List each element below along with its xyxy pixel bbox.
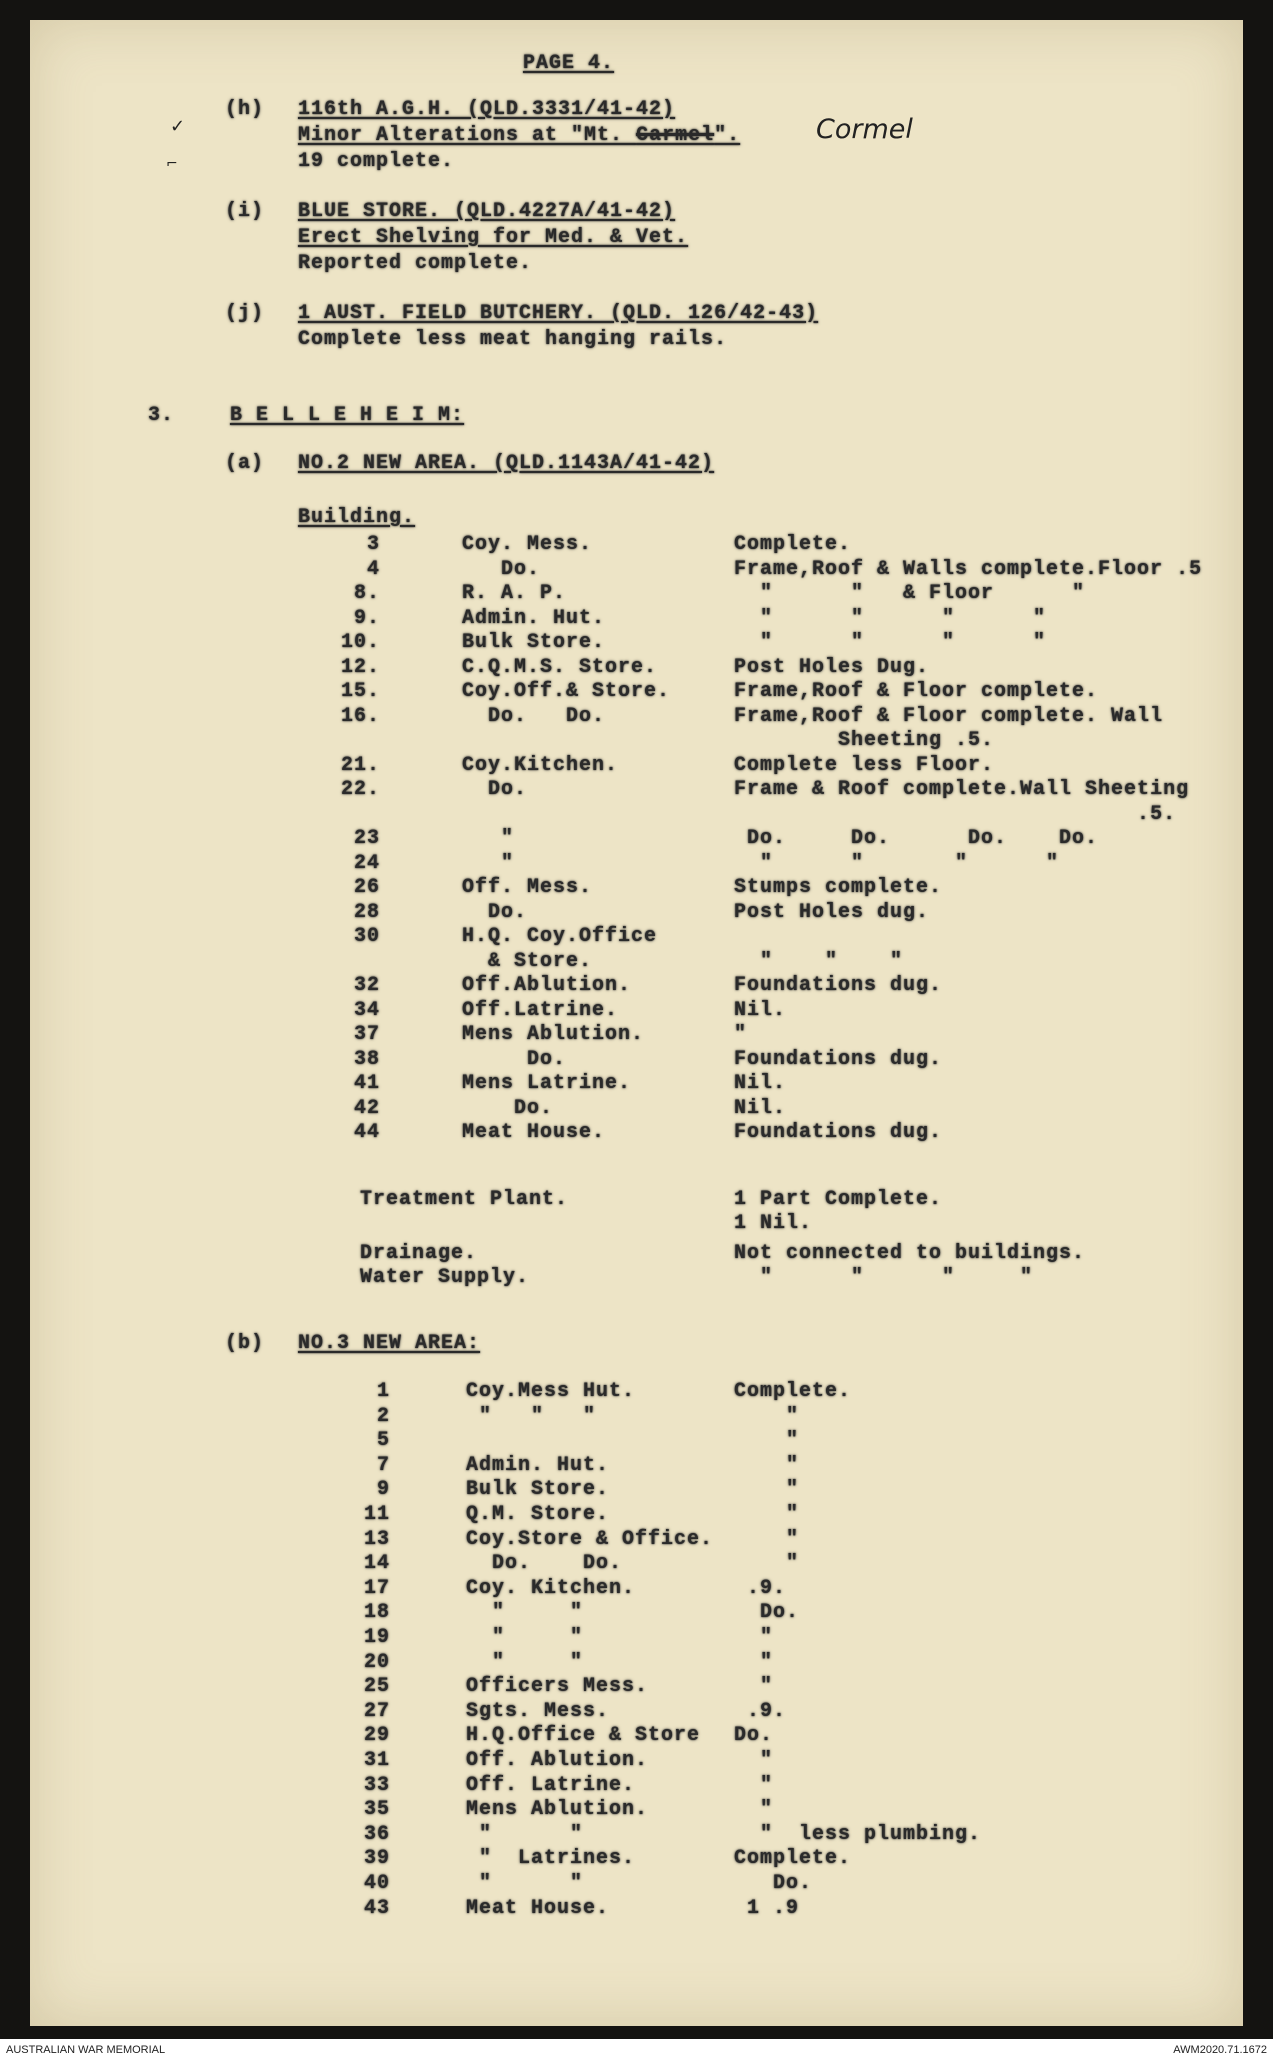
status-text: Not connected to buildings. [734,1242,1086,1265]
row-number: 8. [353,582,380,605]
building-name: Coy. Kitchen. [466,1576,636,1600]
status-text: .5. [734,802,1177,826]
row-number: 9 [376,1478,390,1502]
building-name: Do. [462,1047,567,1071]
row-number: 4 [366,557,380,581]
building-name: " " [466,1626,584,1649]
status-text: Foundations dug. [734,1047,943,1071]
status-text: Complete less Floor. [734,753,995,777]
building-name: " Latrines. [466,1847,636,1871]
status-text: Do. [734,1872,813,1895]
row-number: 28 [353,900,380,924]
building-name: " " " [466,1404,597,1428]
document-page [30,20,1243,2026]
item-i-tag: (i) [225,200,265,223]
building-name: C.Q.M.S. Store. [462,655,658,679]
building-name: Do. [462,557,541,581]
row-number: 20 [363,1650,390,1674]
row-number: 36 [363,1822,390,1846]
item-i-line2: Erect Shelving for Med. & Vet. [298,226,689,249]
archive-footer [0,2039,1273,2061]
status-text: Post Holes dug. [734,900,930,924]
footer-right: AWM2020.71.1672 [1173,2044,1267,2056]
item-h-line2: Minor Alterations at "Mt. Carmel". [298,124,741,147]
row-number: 3 [366,533,380,556]
row-number: 21. [340,753,380,777]
row-number: 42 [353,1096,380,1120]
margin-tick-mark: ⌐ [166,156,178,172]
struck-word: Carmel [636,124,715,147]
status-text: " [734,1650,774,1674]
row-number: 39 [363,1847,390,1871]
row-number: 19 [363,1626,390,1649]
status-text: " [734,1023,748,1046]
status-text: " " " " [734,1266,1034,1289]
status-text: .9. [734,1576,787,1600]
building-name: Do. [462,1096,554,1120]
footer-left: AUSTRALIAN WAR MEMORIAL [6,2044,166,2056]
building-name: Admin. Hut. [462,606,606,630]
row-number: 33 [363,1773,390,1797]
row-number: 27 [363,1699,390,1723]
building-name: Bulk Store. [466,1478,610,1502]
status-text: " less plumbing. [734,1822,982,1846]
building-name: Sgts. Mess. [466,1699,610,1723]
sub-a-tag: (a) [225,452,265,475]
building-name: Do. Do. [466,1552,623,1576]
handwritten-annotation: Cormel [816,114,913,145]
service-name: Water Supply. [360,1266,530,1289]
building-name: Off. Mess. [462,876,593,899]
status-text: " [734,1552,800,1576]
status-text: " " & Floor " [734,582,1086,605]
item-i-title: BLUE STORE. (QLD.4227A/41-42) [298,200,676,223]
section-title: B E L L E H E I M: [230,404,465,427]
status-text: 1 Nil. [734,1212,813,1235]
row-number: 12. [340,655,380,679]
status-text: 1 .9 [734,1896,800,1920]
building-name: Off.Ablution. [462,974,632,997]
row-number: 16. [340,704,380,728]
row-number: 44 [353,1121,380,1144]
status-text: Complete. [734,533,852,556]
row-number: 30 [353,925,380,948]
row-number: 22. [340,778,380,801]
status-text: Frame,Roof & Floor complete. [734,680,1099,703]
building-name: Admin. Hut. [466,1453,610,1477]
status-text: Foundations dug. [734,1121,943,1144]
status-text: Stumps complete. [734,876,943,899]
building-name: Do. Do. [462,704,606,728]
building-name: " " [466,1601,584,1625]
status-text: " [734,1749,774,1772]
margin-tick-mark: ✓ [170,116,186,137]
item-j-title: 1 AUST. FIELD BUTCHERY. (QLD. 126/42-43) [298,302,819,325]
status-text: .9. [734,1699,787,1723]
row-number: 10. [340,631,380,654]
sub-b-tag: (b) [225,1332,265,1355]
status-text: 1 Part Complete. [734,1188,943,1211]
status-text: Frame & Roof complete.Wall Sheeting [734,778,1190,801]
building-name: Mens Latrine. [462,1072,632,1095]
row-number: 11 [363,1503,390,1526]
row-number: 7 [376,1453,390,1477]
building-name: Do. [462,778,528,801]
status-text: " [734,1798,774,1822]
status-text: Nil. [734,1072,787,1095]
row-number: 29 [363,1724,390,1748]
row-number: 37 [353,1023,380,1046]
building-name: H.Q.Office & Store [466,1724,701,1748]
building-name: Off.Latrine. [462,998,619,1022]
item-h-title: 116th A.G.H. (QLD.3331/41-42) [298,98,676,121]
status-text: " " " " [734,851,1060,875]
row-number: 41 [353,1072,380,1095]
row-number: 34 [353,998,380,1022]
building-name: Mens Ablution. [462,1023,645,1046]
row-number: 9. [353,606,380,630]
item-i-line3: Reported complete. [298,252,533,275]
sub-a-title: NO.2 NEW AREA. (QLD.1143A/41-42) [298,452,715,475]
status-text: " [734,1527,800,1551]
building-name: Meat House. [466,1896,610,1920]
status-text: " " " [734,949,904,973]
building-name: Bulk Store. [462,631,606,654]
item-h-tag: (h) [225,98,265,121]
status-text: Complete. [734,1847,852,1871]
row-number: 14 [363,1552,390,1576]
building-name: Coy.Store & Office. [466,1527,714,1551]
building-name: Off. Latrine. [466,1773,636,1797]
status-text: Nil. [734,1096,787,1120]
building-name: Officers Mess. [466,1675,649,1699]
item-j-line2: Complete less meat hanging rails. [298,328,728,351]
status-text: Do. Do. Do. Do. [734,827,1099,850]
row-number: 38 [353,1047,380,1071]
status-text: " " " " [734,631,1047,654]
building-name: Coy.Off.& Store. [462,680,671,703]
status-text: " [734,1429,800,1453]
row-number: 26 [353,876,380,899]
building-name: R. A. P. [462,582,567,605]
status-text: Sheeting .5. [734,729,995,752]
status-text: " [734,1478,800,1502]
status-text: " [734,1453,800,1477]
row-number: 43 [363,1896,390,1920]
row-number: 31 [363,1749,390,1772]
row-number: 23 [353,827,380,850]
row-number: 25 [363,1675,390,1699]
row-number: 35 [363,1798,390,1822]
item-j-tag: (j) [225,302,265,325]
building-name: Off. Ablution. [466,1749,649,1772]
row-number: 1 [376,1380,390,1403]
building-name: " " [466,1872,584,1895]
status-text: " [734,1404,800,1428]
building-name: " " [466,1822,584,1846]
status-text: Nil. [734,998,787,1022]
sub-b-title: NO.3 NEW AREA: [298,1332,481,1355]
building-name: " [462,851,515,875]
building-name: & Store. [462,949,593,973]
row-number: 24 [353,851,380,875]
status-text: " " " " [734,606,1047,630]
page-label: PAGE 4. [523,52,615,75]
service-name: Drainage. [360,1242,478,1265]
row-number: 5 [376,1429,390,1453]
building-name: Coy. Mess. [462,533,593,556]
row-number: 15. [340,680,380,703]
row-number: 32 [353,974,380,997]
building-name: " [462,827,515,850]
status-text: Complete. [734,1380,852,1403]
row-number: 40 [363,1872,390,1895]
item-h-line3: 19 complete. [298,150,455,173]
status-text: Do. [734,1724,774,1748]
status-text: " [734,1626,774,1649]
building-name: Coy.Mess Hut. [466,1380,636,1403]
building-name: H.Q. Coy.Office [462,925,658,948]
status-text: " [734,1675,774,1699]
service-name: Treatment Plant. [360,1188,569,1211]
row-number: 17 [363,1576,390,1600]
building-name: Mens Ablution. [466,1798,649,1822]
building-name: " " [466,1650,584,1674]
building-name: Coy.Kitchen. [462,753,619,777]
building-name: Meat House. [462,1121,606,1144]
status-text: " [734,1773,774,1797]
row-number: 13 [363,1527,390,1551]
status-text: " [734,1503,800,1526]
building-name: Q.M. Store. [466,1503,610,1526]
status-text: Post Holes Dug. [734,655,930,679]
section-number: 3. [148,404,175,427]
status-text: Foundations dug. [734,974,943,997]
building-heading: Building. [298,506,416,529]
row-number: 2 [376,1404,390,1428]
row-number: 18 [363,1601,390,1625]
building-name: Do. [462,900,528,924]
status-text: Do. [734,1601,800,1625]
status-text: Frame,Roof & Floor complete. Wall [734,704,1164,728]
status-text: Frame,Roof & Walls complete.Floor .5 [734,557,1203,581]
